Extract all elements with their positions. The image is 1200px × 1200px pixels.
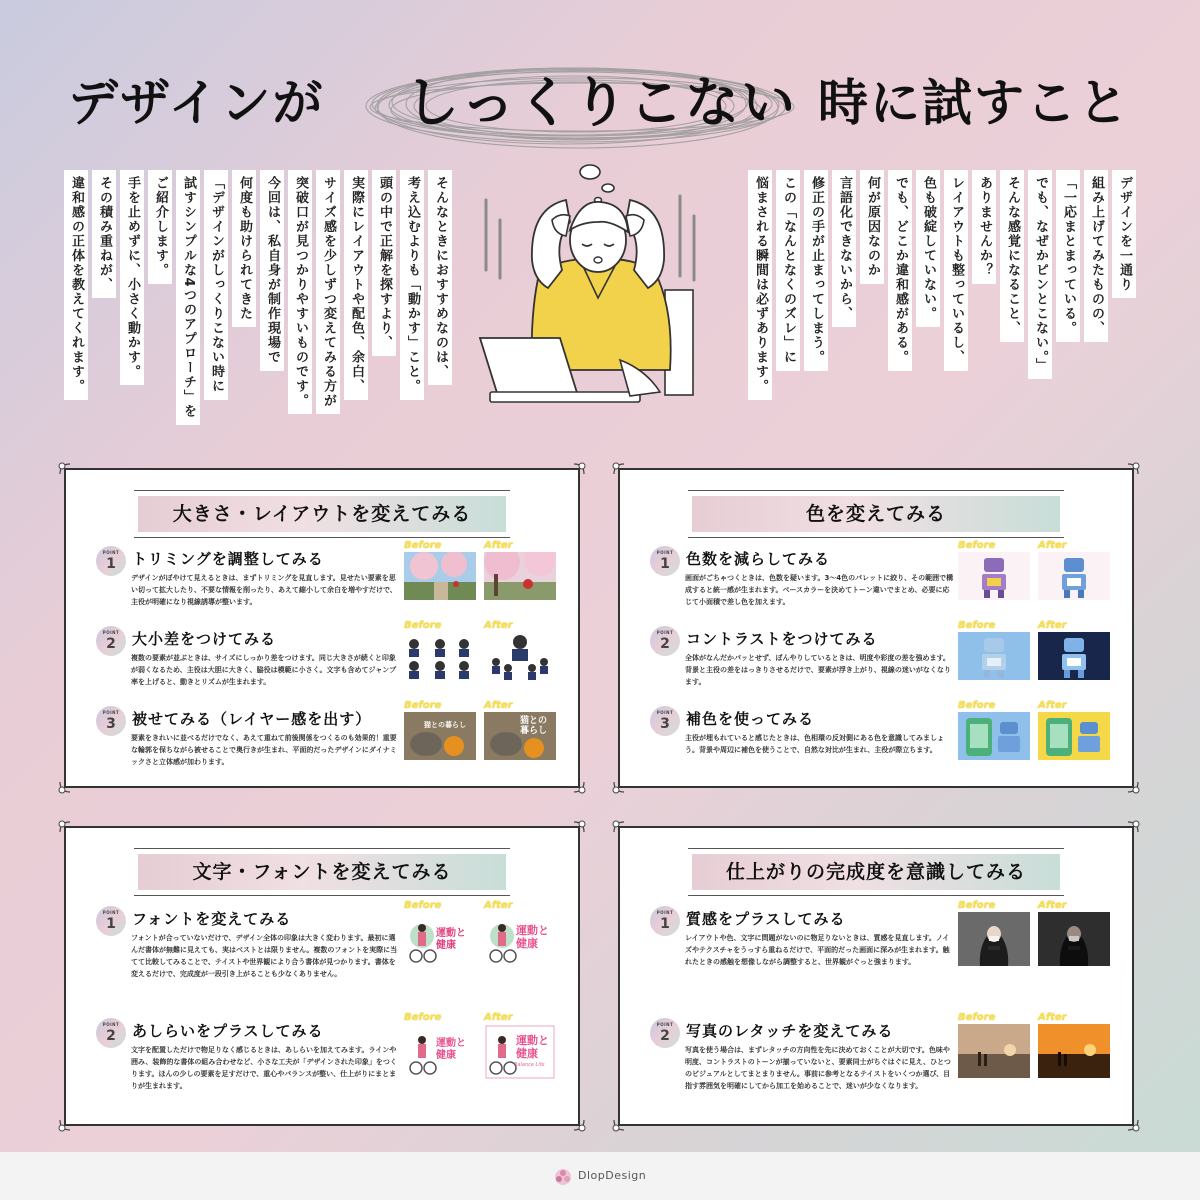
intro-line: その積み重ねが、 xyxy=(92,170,116,298)
intro-line: 組み上げてみたものの、 xyxy=(1084,170,1108,342)
item-desc: デザインがぼやけて見えるときは、まずトリミングを見直します。見せたい要素を思い切って拡大したり、不要な情報を削ったり、あえて縮小して余白を増やすだけで、主役が明確になり視線誘導が整います。 xyxy=(131,574,397,606)
card-frame-decoration xyxy=(56,818,588,1134)
after-label: After xyxy=(1038,900,1067,911)
card-title: 文字・フォントを変えてみる xyxy=(138,854,506,890)
card-title: 仕上がりの完成度を意識してみる xyxy=(692,854,1060,890)
point-badge: POINT 2 xyxy=(650,1018,680,1048)
thumb-script: Balance Life xyxy=(514,1062,545,1068)
item-title: 色数を減らしてみる xyxy=(686,550,831,568)
intro-line: 考え込むよりも「動かす」こと。 xyxy=(400,170,424,400)
after-label: After xyxy=(484,900,513,911)
intro-line: 「デザインがしっくりこない時に xyxy=(204,170,228,400)
item-title: 被せてみる（レイヤー感を出す） xyxy=(132,710,372,728)
item-title: 大小差をつけてみる xyxy=(132,630,277,648)
intro-line: 色も破綻していない。 xyxy=(916,170,940,327)
intro-line: 言語化できないから、 xyxy=(832,170,856,327)
overlay-text: 猫との暮らし xyxy=(424,721,466,729)
point-badge: POINT 1 xyxy=(96,546,126,576)
intro-line: 修正の手が止まってしまう。 xyxy=(804,170,828,371)
thumb-title: 運動と健康 xyxy=(516,924,549,950)
page-title xyxy=(0,68,1200,148)
before-label: Before xyxy=(958,1012,996,1023)
item-desc: レイアウトや色、文字に問題がないのに物足りないときは、質感を見直します。ノイズやテクスチャをうっすら重ねるだけで、平面的だった画面に深みが生まれます。触れたときの感触を想像しながら調整すると、世界観がぐっと強まります。 xyxy=(685,934,950,966)
before-label: Before xyxy=(404,1012,442,1023)
item-desc: 画面がごちゃつくときは、色数を疑います。3〜4色のパレットに絞り、その範囲で構成すると統一感が生まれます。ベースカラーを決めてトーン違いでまとめ、必要に応じて小面積で差し色を加えます。 xyxy=(685,574,954,606)
card-title: 大きさ・レイアウトを変えてみる xyxy=(138,496,506,532)
footer xyxy=(0,1152,1200,1200)
intro-line: 何が原因なのか xyxy=(860,170,884,284)
after-label: After xyxy=(1038,1012,1067,1023)
intro-line: 試すシンプルな4つのアプローチ」を xyxy=(176,170,200,425)
item-desc: 要素をきれいに並べるだけでなく、あえて重ねて前後関係をつくるのも効果的！重要な輪郭を保ちながら被せることで奥行きが生まれ、平面的だったデザインにダイナミックさと立体感が加わります。 xyxy=(131,734,397,766)
before-label: Before xyxy=(404,900,442,911)
item-desc: フォントが合っていないだけで、デザイン全体の印象は大きく変わります。最初に選んだ書体が無難に見えても、実はベストとは限りません。複数のフォントを実際に当てて比較してみることで、テイストや世界観により合う書体が見つかります。書体を変えるだけで、完成度が一段引き上がることも少なくありません。 xyxy=(131,934,398,978)
after-label: After xyxy=(484,700,513,711)
intro-line: ありませんか？ xyxy=(972,170,996,284)
intro-line: 頭の中で正解を探すより、 xyxy=(372,170,396,356)
intro-line: この「なんとなくのズレ」に xyxy=(776,170,800,371)
item-title: 写真のレタッチを変えてみる xyxy=(686,1022,894,1040)
title-part-3: 時に試すこと xyxy=(818,74,1130,132)
brand-logo-icon xyxy=(554,1168,572,1186)
intro-line: 違和感の正体を教えてくれます。 xyxy=(64,170,88,400)
item-desc: 全体がなんだかパッとせず、ぼんやりしているときは、明度や彩度の差を強めます。背景と主役の差をはっきりさせるだけで、要素が浮き上がり、視線の迷いがなくなります。 xyxy=(685,654,951,686)
title-part-1: デザインが xyxy=(68,74,325,132)
intro-line: 今回は、私自身が制作現場で xyxy=(260,170,284,371)
item-title: 質感をプラスしてみる xyxy=(686,910,846,928)
after-label: After xyxy=(1038,700,1067,711)
after-label: After xyxy=(484,620,513,631)
title-part-2: しっくりこない xyxy=(405,71,797,134)
point-badge: POINT 1 xyxy=(650,546,680,576)
before-label: Before xyxy=(958,700,996,711)
item-title: あしらいをプラスしてみる xyxy=(132,1022,324,1040)
overlay-text: 猫との暮らし xyxy=(520,716,548,736)
intro-line: 悩まされる瞬間は必ずあります。 xyxy=(748,170,772,400)
intro-line: 「一応まとまっている。 xyxy=(1056,170,1080,342)
intro-line: そんな感覚になること、 xyxy=(1000,170,1024,342)
point-badge: POINT 2 xyxy=(650,626,680,656)
before-label: Before xyxy=(958,900,996,911)
point-badge: POINT 1 xyxy=(650,906,680,936)
before-label: Before xyxy=(404,540,442,551)
point-badge: POINT 1 xyxy=(96,906,126,936)
point-badge: POINT 3 xyxy=(650,706,680,736)
point-badge: POINT 2 xyxy=(96,626,126,656)
thumb-title: 運動と健康 xyxy=(516,1034,549,1060)
before-label: Before xyxy=(958,620,996,631)
item-title: トリミングを調整してみる xyxy=(132,550,324,568)
thumb-title: 運動と健康 xyxy=(436,928,466,951)
intro-line: ご紹介します。 xyxy=(148,170,172,284)
item-title: コントラストをつけてみる xyxy=(686,630,878,648)
intro-line: でも、なぜかピンとこない。」 xyxy=(1028,170,1052,379)
before-label: Before xyxy=(958,540,996,551)
before-label: Before xyxy=(404,700,442,711)
intro-line: そんなときにおすすめなのは、 xyxy=(428,170,452,385)
card-frame-decoration xyxy=(610,818,1142,1134)
intro-line: 実際にレイアウトや配色、余白、 xyxy=(344,170,368,400)
intro-line: サイズ感を少しずつ変えてみる方が xyxy=(316,170,340,414)
after-label: After xyxy=(1038,540,1067,551)
after-label: After xyxy=(484,1012,513,1023)
worried-person-illustration xyxy=(470,160,730,430)
intro-line: デザインを一通り xyxy=(1112,170,1136,298)
point-badge: POINT 2 xyxy=(96,1018,126,1048)
intro-line: でも、どこか違和感がある。 xyxy=(888,170,912,371)
item-title: 補色を使ってみる xyxy=(686,710,815,728)
after-label: After xyxy=(1038,620,1067,631)
item-desc: 写真を使う場合は、まずレタッチの方向性を先に決めておくことが大切です。色味や明度、コントラストのトーンが揃っていないと、要素同士がちぐはぐに見え、ひとつのビジュアルとしてまとまりません。事前に参考となるテイストをいくつか選び、目指す雰囲気を明確にしてから加工を始めることで、迷いが少なくなります。 xyxy=(685,1046,951,1090)
item-desc: 主役が埋もれていると感じたときは、色相環の反対側にある色を意識してみましょう。背景や周辺に補色を使うことで、自然な対比が生まれ、主役が際立ちます。 xyxy=(685,734,944,754)
point-badge: POINT 3 xyxy=(96,706,126,736)
item-title: フォントを変えてみる xyxy=(132,910,292,928)
card-title: 色を変えてみる xyxy=(692,496,1060,532)
intro-line: 何度も助けられてきた xyxy=(232,170,256,327)
after-label: After xyxy=(484,540,513,551)
intro-line: 突破口が見つかりやすいものです。 xyxy=(288,170,312,414)
brand-name: DlopDesign xyxy=(578,1169,647,1182)
before-label: Before xyxy=(404,620,442,631)
thumb-title: 運動と健康 xyxy=(436,1038,466,1061)
item-desc: 複数の要素が並ぶときは、サイズにしっかり差をつけます。同じ大きさが続くと印象が弱くなるため、主役は大胆に大きく、脇役は模範に小さく。文字も含めてジャンプ率を上げると、動きとリズムが生まれます。 xyxy=(131,654,397,686)
item-desc: 文字を配置しただけで物足りなく感じるときは、あしらいを加えてみます。ラインや囲み、装飾的な書体の組み合わせなど、小さな工夫が「デザインされた印象」をつくります。ほんの少しの要素を足すだけで、重心やバランスが整い、仕上がりにまとまりが生まれます。 xyxy=(131,1046,397,1090)
intro-line: 手を止めずに、小さく動かす。 xyxy=(120,170,144,385)
intro-line: レイアウトも整っているし、 xyxy=(944,170,968,371)
